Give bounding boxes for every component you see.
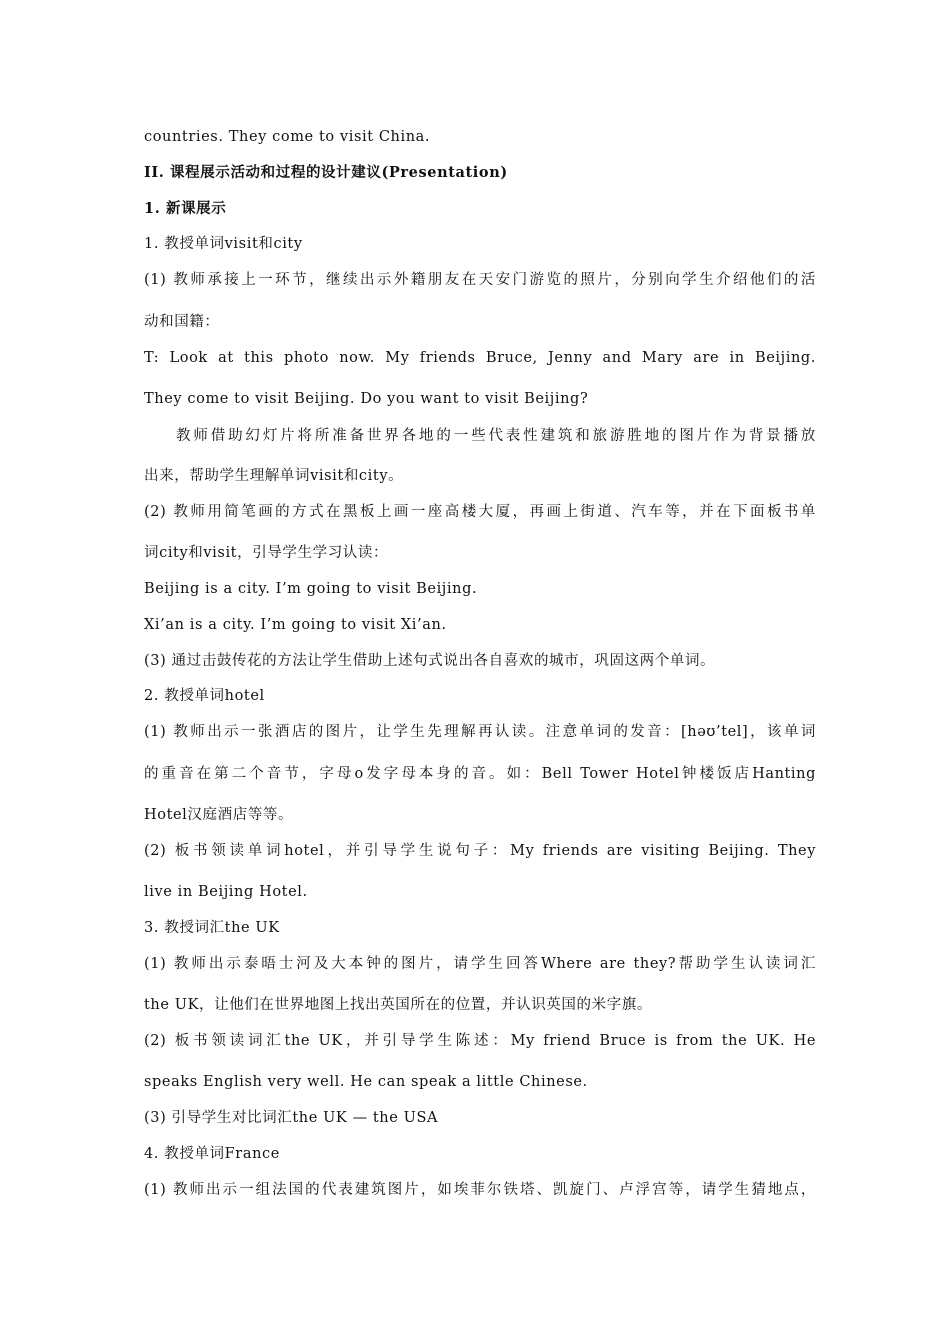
- text-line: (2) 教师用简笔画的方式在黑板上画一座高楼大厦，再画上街道、汽车等，并在下面板书单: [144, 504, 816, 520]
- text-line: (1) 教师出示一组法国的代表建筑图片，如埃菲尔铁塔、凯旋门、卢浮宫等，请学生猜地点，: [144, 1182, 816, 1198]
- text-line: Xi’an is a city. I’m going to visit Xi’an.: [144, 617, 447, 633]
- text-line: They come to visit Beijing. Do you want to visit Beijing?: [144, 391, 589, 407]
- text-line: Hotel汉庭酒店等等。: [144, 807, 294, 823]
- text-line: (1) 教师出示一张酒店的图片，让学生先理解再认读。注意单词的发音：[həʊ’tel]，该单词: [144, 724, 816, 740]
- text-line: speaks English very well. He can speak a little Chinese.: [144, 1074, 588, 1090]
- text-line: countries. They come to visit China.: [144, 129, 431, 145]
- text-line: (2) 板书领读词汇the UK，并引导学生陈述：My friend Bruce is from the UK. He: [144, 1033, 816, 1049]
- text-line: 动和国籍：: [144, 314, 220, 330]
- text-line: Beijing is a city. I’m going to visit Beijing.: [144, 581, 478, 597]
- text-line: 教师借助幻灯片将所准备世界各地的一些代表性建筑和旅游胜地的图片作为背景播放: [176, 428, 816, 444]
- text-line: (3) 引导学生对比词汇the UK — the USA: [144, 1110, 439, 1126]
- item-heading: 3. 教授词汇the UK: [144, 920, 280, 936]
- text-line: 出来，帮助学生理解单词visit和city。: [144, 468, 404, 484]
- item-heading: 4. 教授单词France: [144, 1146, 280, 1162]
- text-line: live in Beijing Hotel.: [144, 884, 308, 900]
- text-line: T: Look at this photo now. My friends Bruce, Jenny and Mary are in Beijing.: [144, 350, 816, 366]
- item-heading: 2. 教授单词hotel: [144, 688, 265, 704]
- text-line: 的重音在第二个音节，字母o发字母本身的音。如：Bell Tower Hotel钟楼饭店Hanting: [144, 766, 816, 782]
- section-heading: II. 课程展示活动和过程的设计建议(Presentation): [144, 164, 508, 181]
- text-line: (1) 教师出示泰晤士河及大本钟的图片，请学生回答Where are they?帮助学生认读词汇: [144, 956, 816, 972]
- text-line: (2) 板书领读单词hotel，并引导学生说句子：My friends are visiting Beijing. They: [144, 843, 816, 859]
- text-line: (3) 通过击鼓传花的方法让学生借助上述句式说出各自喜欢的城市，巩固这两个单词。: [144, 653, 716, 669]
- text-line: 词city和visit，引导学生学习认读：: [144, 545, 389, 561]
- text-line: (1) 教师承接上一环节，继续出示外籍朋友在天安门游览的照片，分别向学生介绍他们的活: [144, 272, 816, 288]
- item-heading: 1. 教授单词visit和city: [144, 236, 303, 252]
- subsection-heading: 1. 新课展示: [144, 200, 227, 217]
- text-line: the UK，让他们在世界地图上找出英国所在的位置，并认识英国的米字旗。: [144, 997, 653, 1013]
